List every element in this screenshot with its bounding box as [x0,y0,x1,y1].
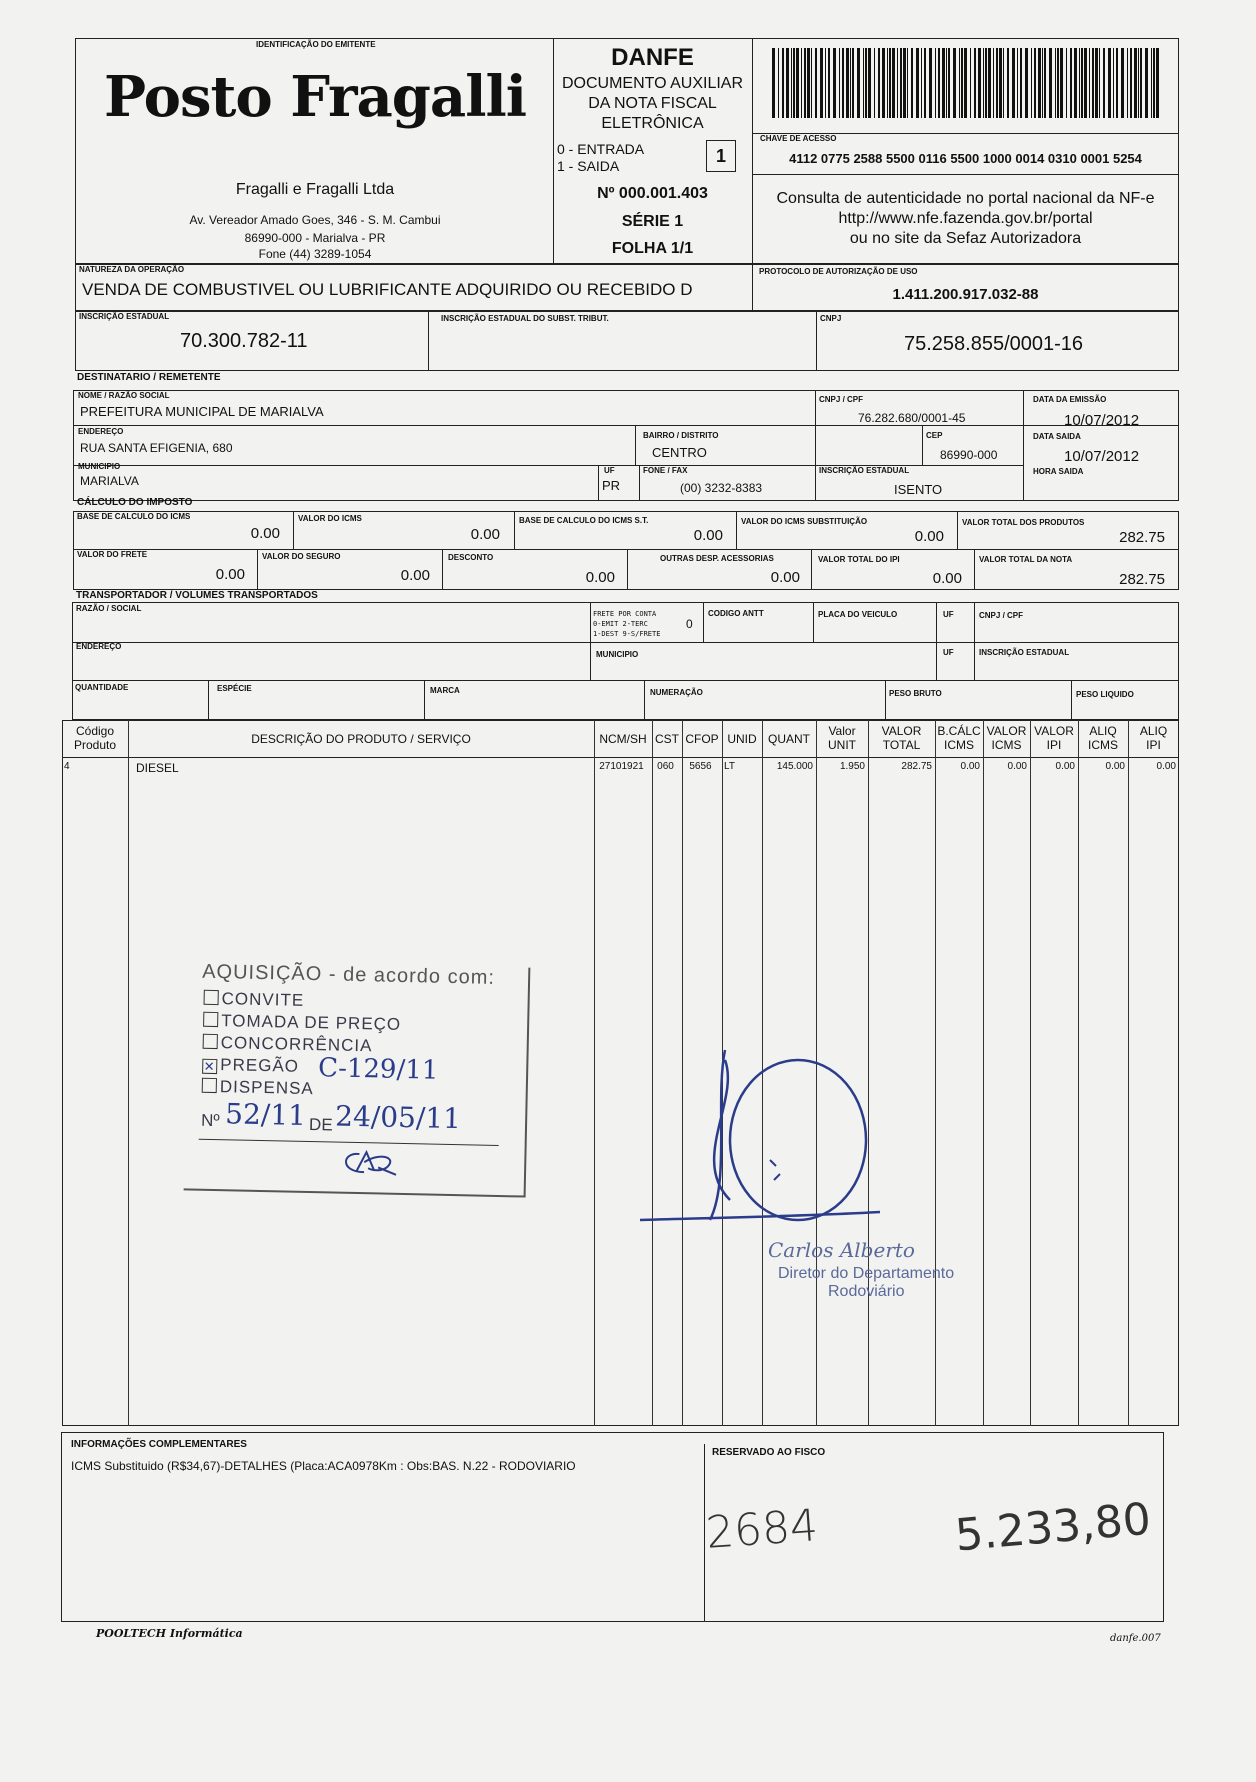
barcode-bar [988,48,991,118]
fone-value: (00) 3232-8383 [680,481,763,495]
footer-right: danfe.007 [1110,1633,1161,1644]
barcode-bar [993,48,994,118]
dest-ie: ISENTO [894,482,943,497]
info-value: ICMS Substituido (R$34,67)-DETALHES (Placa:ACA0978Km : Obs:BAS. N.22 - RODOVIARIO [71,1459,576,1473]
transp-municipio-label: MUNICIPIO [596,650,639,659]
stamp-option [203,1011,401,1035]
barcode-bar [811,48,812,118]
barcode-bar [804,48,806,118]
col-header-7: Valor UNIT [828,724,856,752]
uf-value: PR [602,478,621,493]
imp-value-r2-5: 282.75 [1119,571,1165,588]
barcode-bar [1092,48,1094,118]
stamp-option-label: CONCORRÊNCIA [220,1033,373,1056]
destinatario-section: DESTINATARIO / REMETENTE [77,372,221,383]
transp-razao-label: RAZÃO / SOCIAL [76,604,142,613]
barcode-bar [1038,48,1041,118]
imp-value-r2-1: 0.00 [400,567,430,584]
chave-value: 4112 0775 2588 5500 0116 5500 1000 0014 0310 0001 5254 [789,151,1142,166]
barcode-bar [1140,48,1142,118]
table-cell: 5656 [689,761,712,772]
table-cell: 145.000 [776,761,813,772]
barcode-bar [961,48,963,118]
imposto-section: CÁLCULO DO IMPOSTO [77,497,193,508]
dest-cnpj-label: CNPJ / CPF [819,395,864,404]
table-cell: DIESEL [136,761,179,775]
pregao-number: C-129/11 [317,1053,439,1086]
barcode-bar [1138,48,1139,118]
table-cell: 060 [657,761,674,772]
municipio-label: MUNICIPIO [78,462,121,471]
transp-uf-label: UF [943,610,954,619]
peso-liquido-label: PESO LIQUIDO [1076,690,1134,699]
cnpj-label: CNPJ [820,314,842,323]
checkbox-icon [203,1012,218,1027]
barcode-bar [996,48,998,118]
barcode-bar [1034,48,1036,118]
barcode-bar [1060,48,1063,118]
barcode-bar [903,48,906,118]
col-header-0: Código Produto [73,724,117,752]
nf-serie: SÉRIE 1 [621,213,684,230]
ie-label: INSCRIÇÃO ESTADUAL [79,312,170,321]
stamp-option [203,989,304,1011]
table-cell: 282.75 [901,761,932,772]
emitente-city: 86990-000 - Marialva - PR [244,231,386,245]
col-header-1: DESCRIÇÃO DO PRODUTO / SERVIÇO [251,732,471,746]
dest-nome: PREFEITURA MUNICIPAL DE MARIALVA [80,404,324,419]
dest-cnpj: 76.282.680/0001-45 [858,411,966,425]
col-header-9: B.CÁLC ICMS [937,724,981,752]
barcode-bar [1007,48,1009,118]
barcode-bar [1079,48,1080,118]
hora-label: HORA SAIDA [1033,467,1084,476]
barcode-bar [878,48,880,118]
frete-label-1: FRETE POR CONTA [593,610,657,618]
imp-value-r2-3: 0.00 [770,569,800,586]
table-cell: 0.00 [960,761,980,772]
protocolo-label: PROTOCOLO DE AUTORIZAÇÃO DE USO [759,267,918,276]
stamp-option-label: DISPENSA [219,1077,314,1099]
barcode-bar [1012,48,1015,118]
emitente-phone: Fone (44) 3289-1054 [258,247,372,261]
imp-label-r2-1: VALOR DO SEGURO [262,552,341,561]
table-cell: 1.950 [839,761,865,772]
imp-label-r1-0: BASE DE CALCULO DO ICMS [77,512,191,521]
stamp-title: AQUISIÇÃO - de acordo com: [201,960,496,989]
consulta-line-3: ou no site da Sefaz Autorizadora [849,230,1082,247]
barcode-bar [828,48,830,118]
nf-folha: FOLHA 1/1 [611,240,694,257]
barcode-bar [850,48,851,118]
uf-label: UF [604,466,615,475]
barcode-bar [1057,48,1059,118]
stamp-data: 24/05/11 [334,1099,462,1136]
barcode-bar [978,48,981,118]
nf-number: Nº 000.001.403 [597,185,708,202]
dest-endereco: RUA SANTA EFIGENIA, 680 [80,441,233,455]
col-header-5: UNID [727,732,757,746]
barcode-bar [946,48,947,118]
barcode-bar [874,48,875,118]
imp-value-r2-4: 0.00 [932,570,962,587]
entrada-label: 0 - ENTRADA [557,141,645,157]
transp-section: TRANSPORTADOR / VOLUMES TRANSPORTADOS [76,590,318,601]
quantidade-label: QUANTIDADE [75,683,129,692]
barcode-bar [1099,48,1100,118]
barcode-bar [1145,48,1148,118]
barcode-bar [1081,48,1083,118]
barcode-bar [778,48,779,118]
table-cell: 0.00 [1156,761,1176,772]
dest-nome-label: NOME / RAZÃO SOCIAL [78,391,170,400]
col-header-10: VALOR ICMS [986,724,1027,752]
barcode-bar [833,48,836,118]
frete-label-3: 1-DEST 9-S/FRETE [593,630,661,638]
imp-value-r2-2: 0.00 [585,569,615,586]
imp-value-r1-0: 0.00 [250,525,280,542]
dest-endereco-label: ENDEREÇO [78,427,124,436]
barcode-bar [964,48,967,118]
barcode-bar [924,48,926,118]
barcode-bar [897,48,898,118]
stamp-option [202,1055,299,1077]
fisco-label: RESERVADO AO FISCO [712,1447,826,1458]
barcode-bar [1151,48,1152,118]
barcode-bar [900,48,902,118]
barcode-bar [825,48,826,118]
col-header-12: ALIQ ICMS [1088,724,1118,752]
barcode-bar [791,48,792,118]
placa-label: PLACA DO VEICULO [818,610,898,619]
barcode-bar [1042,48,1043,118]
barcode [772,48,1162,118]
barcode-bar [1113,48,1114,118]
barcode-bar [842,48,844,118]
barcode-bar [974,48,976,118]
natureza-label: NATUREZA DA OPERAÇÃO [79,265,185,274]
barcode-bar [1017,48,1018,118]
barcode-bar [846,48,849,118]
transp-cnpj-label: CNPJ / CPF [979,611,1024,620]
footer-left: POOLTECH Informática [96,1627,243,1640]
fone-label: FONE / FAX [643,466,688,475]
imp-value-r1-2: 0.00 [693,527,723,544]
tipo-box: 1 [706,140,736,172]
barcode-bar [839,48,840,118]
fisco-hand-2: 5.233,80 [953,1493,1153,1562]
signature [630,1040,890,1240]
barcode-bar [911,48,913,118]
emissao-label: DATA DA EMISSÃO [1033,395,1107,404]
imp-label-r2-2: DESCONTO [448,553,494,562]
imp-value-r1-4: 282.75 [1119,529,1165,546]
checkbox-icon [203,1034,218,1049]
barcode-bar [953,48,956,118]
barcode-bar [1031,48,1032,118]
barcode-bar [882,48,885,118]
col-header-11: VALOR IPI [1034,724,1074,752]
barcode-bar [999,48,1002,118]
table-cell: 27101921 [599,761,644,772]
barcode-bar [1044,48,1046,118]
barcode-bar [863,48,864,118]
barcode-bar [1003,48,1004,118]
barcode-bar [793,48,795,118]
danfe-subtitle-2: DA NOTA FISCAL [588,95,717,112]
col-header-3: CST [655,732,679,746]
ie-value: 70.300.782-11 [180,330,308,352]
imp-label-r1-4: VALOR TOTAL DOS PRODUTOS [962,518,1085,527]
barcode-bar [1089,48,1090,118]
barcode-bar [1108,48,1111,118]
signature-line-1: Diretor do Departamento [778,1265,955,1282]
frete-value: 0 [686,617,693,631]
aquisicao-stamp [184,960,531,1197]
barcode-bar [1153,48,1155,118]
barcode-bar [1084,48,1087,118]
stamp-option [202,1077,314,1099]
barcode-bar [1055,48,1056,118]
stamp-de-prefix: DE [308,1115,333,1135]
barcode-bar [1025,48,1028,118]
barcode-bar [892,48,895,118]
frete-label-2: 0-EMIT 2-TERC [593,620,648,628]
barcode-bar [1049,48,1052,118]
imp-label-r1-3: VALOR DO ICMS SUBSTITUIÇÃO [741,517,868,526]
table-cell: 0.00 [1007,761,1027,772]
barcode-bar [868,48,871,118]
checked-box-icon: ✕ [203,1058,216,1075]
col-header-13: ALIQ IPI [1139,724,1168,752]
stamp-initials [334,1142,415,1184]
imp-label-r2-3: OUTRAS DESP. ACESSORIAS [660,554,774,563]
barcode-bar [852,48,854,118]
municipio-value: MARIALVA [80,474,139,488]
barcode-bar [889,48,891,118]
barcode-bar [857,48,860,118]
protocolo-value: 1.411.200.917.032-88 [892,286,1039,303]
barcode-bar [1095,48,1098,118]
col-header-6: QUANT [768,732,810,746]
barcode-bar [1156,48,1159,118]
barcode-bar [1066,48,1067,118]
barcode-bar [796,48,799,118]
barcode-bar [985,48,987,118]
barcode-bar [772,48,775,118]
col-header-4: CFOP [685,732,719,746]
ie-st-label: INSCRIÇÃO ESTADUAL DO SUBST. TRIBUT. [441,314,609,323]
barcode-bar [959,48,960,118]
table-cell: LT [724,761,735,772]
transp-ie-label: INSCRIÇÃO ESTADUAL [979,648,1070,657]
barcode-bar [1070,48,1072,118]
barcode-bar [938,48,940,118]
numeracao-label: NUMERAÇÃO [650,688,703,697]
transp-uf2-label: UF [943,648,954,657]
marca-label: MARCA [430,686,460,695]
emitente-name: Fragalli e Fragalli Ltda [235,181,395,198]
stamp-numero-prefix: Nº [200,1110,220,1131]
cnpj-value: 75.258.855/0001-16 [904,333,1084,355]
dest-ie-label: INSCRIÇÃO ESTADUAL [819,466,910,475]
barcode-bar [907,48,908,118]
consulta-line-2: http://www.nfe.fazenda.gov.br/portal [838,210,1093,227]
fisco-hand-1: 2684 [704,1500,820,1559]
info-label: INFORMAÇÕES COMPLEMENTARES [71,1439,247,1450]
barcode-bar [935,48,936,118]
barcode-bar [1103,48,1105,118]
checkbox-icon [204,990,219,1005]
stamp-option [203,1033,373,1057]
stamp-option-label: TOMADA DE PREÇO [220,1011,402,1034]
barcode-bar [1074,48,1077,118]
barcode-bar [865,48,867,118]
stamp-option-label: PREGÃO [220,1055,300,1076]
company-logo: Posto Fragalli [104,64,527,130]
barcode-bar [782,48,784,118]
barcode-bar [948,48,950,118]
barcode-bar [887,48,888,118]
barcode-bar [815,48,817,118]
chave-label: CHAVE DE ACESSO [760,134,837,143]
signature-name: Carlos Alberto [768,1238,915,1262]
saida-label: 1 - SAIDA [557,158,620,174]
barcode-bar [1127,48,1128,118]
cep-label: CEP [926,431,943,440]
stamp-option-label: CONVITE [221,989,305,1010]
natureza-value: VENDA DE COMBUSTIVEL OU LUBRIFICANTE ADQUIRIDO OU RECEBIDO D [82,280,693,299]
stamp-numero: 52/11 [224,1097,307,1132]
cep-value: 86990-000 [940,448,998,462]
barcode-bar [970,48,971,118]
table-cell: 4 [64,761,70,772]
barcode-bar [1134,48,1137,118]
table-cell: 0.00 [1105,761,1125,772]
antt-label: CODIGO ANTT [708,609,764,618]
emitente-address: Av. Vereador Amado Goes, 346 - S. M. Cambui [189,213,441,227]
peso-bruto-label: PESO BRUTO [889,689,942,698]
saida-label: DATA SAIDA [1033,432,1081,441]
saida-value: 10/07/2012 [1064,448,1140,465]
bairro-label: BAIRRO / DISTRITO [643,431,719,440]
col-header-2: NCM/SH [599,732,647,746]
imp-label-r2-0: VALOR DO FRETE [77,550,148,559]
barcode-bar [1116,48,1118,118]
signature-line-2: Rodoviário [828,1283,905,1300]
barcode-bar [1130,48,1132,118]
imp-value-r2-0: 0.00 [215,566,245,583]
imp-label-r2-4: VALOR TOTAL DO IPI [818,555,900,564]
bairro-value: CENTRO [652,445,707,460]
danfe-subtitle-3: ELETRÔNICA [601,115,704,132]
imp-label-r2-5: VALOR TOTAL DA NOTA [979,555,1073,564]
barcode-bar [916,48,919,118]
barcode-bar [921,48,922,118]
barcode-bar [820,48,823,118]
consulta-line-1: Consulta de autenticidade no portal nacional da NF-e [776,190,1155,207]
imp-label-r1-1: VALOR DO ICMS [298,514,362,523]
imp-value-r1-3: 0.00 [914,528,944,545]
emissao-value: 10/07/2012 [1064,412,1140,429]
emitente-label: IDENTIFICAÇÃO DO EMITENTE [256,40,376,49]
barcode-bar [983,48,984,118]
col-header-8: VALOR TOTAL [881,724,922,752]
transp-endereco-label: ENDEREÇO [76,642,122,651]
barcode-bar [1121,48,1124,118]
danfe-title: DANFE [611,44,694,71]
barcode-bar [942,48,945,118]
checkbox-icon [202,1078,217,1093]
barcode-bar [1020,48,1022,118]
table-cell: 0.00 [1055,761,1075,772]
barcode-bar [786,48,789,118]
barcode-bar [807,48,810,118]
imp-label-r1-2: BASE DE CALCULO DO ICMS S.T. [519,516,649,525]
barcode-bar [929,48,932,118]
imp-value-r1-1: 0.00 [470,526,500,543]
especie-label: ESPÉCIE [217,684,252,693]
barcode-bar [801,48,802,118]
danfe-subtitle-1: DOCUMENTO AUXILIAR [561,75,744,92]
